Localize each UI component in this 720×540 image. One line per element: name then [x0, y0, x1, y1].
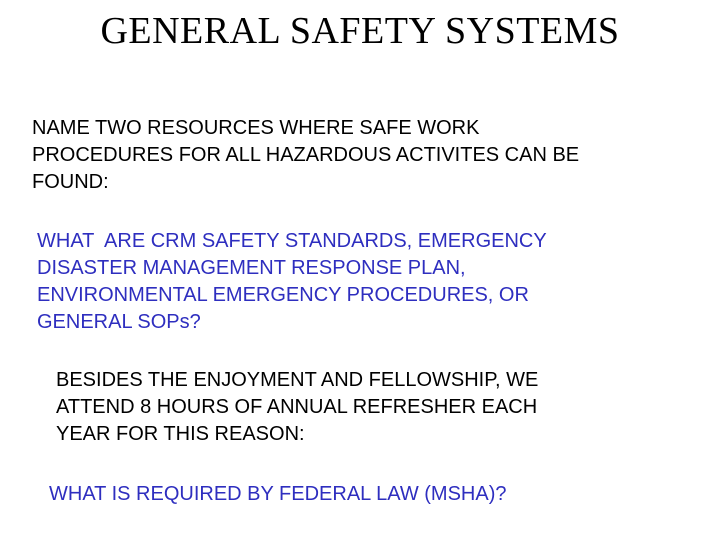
question-one-line: NAME TWO RESOURCES WHERE SAFE WORK	[32, 117, 480, 139]
question-two-line: BESIDES THE ENJOYMENT AND FELLOWSHIP, WE	[56, 369, 539, 391]
question-two	[56, 367, 538, 448]
question-one-line: FOUND:	[32, 171, 109, 193]
answer-one-line: GENERAL SOPs?	[37, 311, 201, 333]
answer-one-line: ENVIRONMENTAL EMERGENCY PROCEDURES, OR	[37, 284, 529, 306]
question-one-line: PROCEDURES FOR ALL HAZARDOUS ACTIVITES CAN BE	[32, 144, 580, 166]
answer-one	[37, 228, 547, 336]
answer-one-line: WHAT ARE CRM SAFETY STANDARDS, EMERGENCY	[37, 230, 547, 252]
answer-two	[49, 481, 506, 508]
question-one	[32, 115, 579, 196]
question-two-line: ATTEND 8 HOURS OF ANNUAL REFRESHER EACH	[56, 396, 538, 418]
slide-title: GENERAL SAFETY SYSTEMS	[100, 10, 620, 52]
question-two-line: YEAR FOR THIS REASON:	[56, 423, 305, 445]
answer-two-line: WHAT IS REQUIRED BY FEDERAL LAW (MSHA)?	[49, 483, 507, 505]
answer-one-line: DISASTER MANAGEMENT RESPONSE PLAN,	[37, 257, 466, 279]
